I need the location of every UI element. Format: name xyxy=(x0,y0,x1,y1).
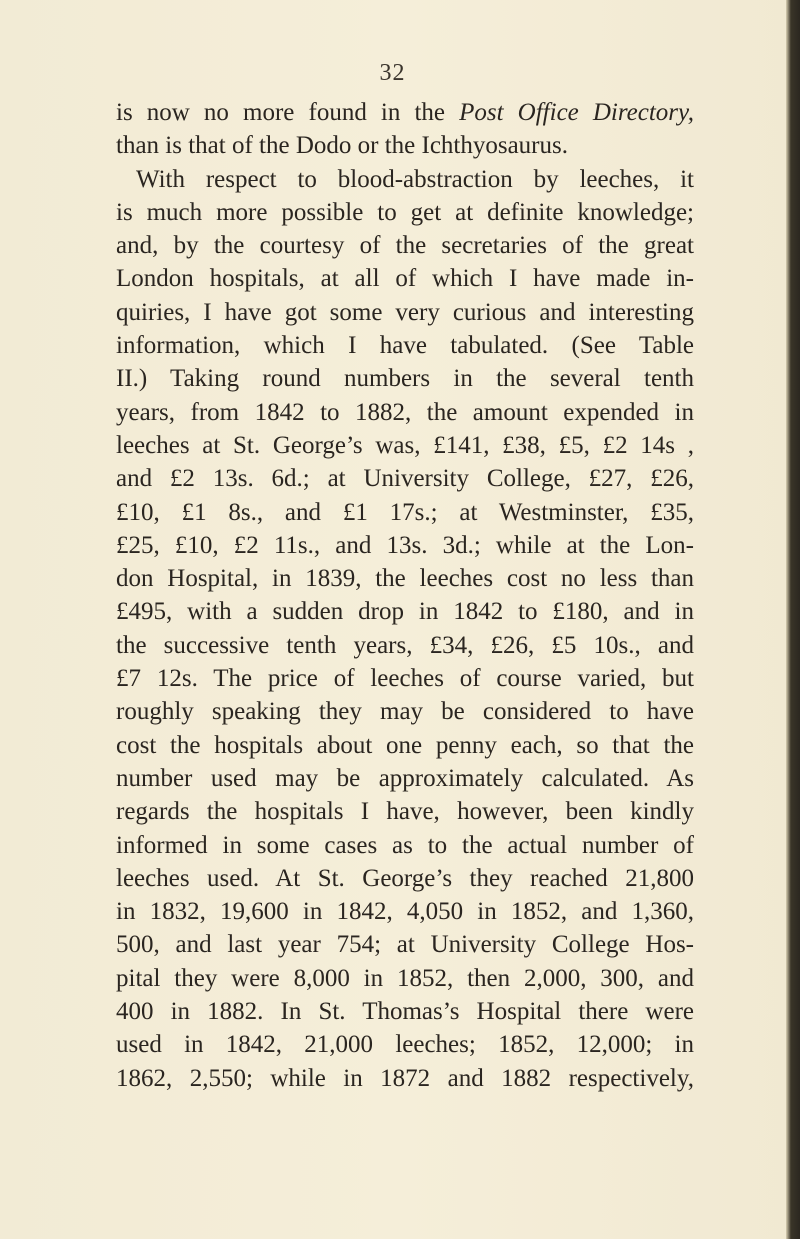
text-line-19: roughly speaking they may be considered to have xyxy=(116,698,694,726)
text-line-22: regards the hospitals I have, however, been kindly xyxy=(116,798,694,826)
text-line-5: and, by the courtesy of the secretaries of the great xyxy=(116,232,694,260)
text-line-28: 400 in 1882. In St. Thomas’s Hospital there were xyxy=(116,998,694,1026)
text-line-1 xyxy=(116,96,694,129)
text-line-7: quiries, I have got some very curious and interesting xyxy=(116,298,694,326)
text-line-12: and £2 13s. 6d.; at University College, £27, £26, xyxy=(116,465,694,493)
text-line-14: £25, £10, £2 11s., and 13s. 3d.; while at the Lon- xyxy=(116,531,694,559)
text-line-24: leeches used. At St. George’s they reached 21,800 xyxy=(116,864,694,892)
text-line-27: pital they were 8,000 in 1852, then 2,000, 300, and xyxy=(116,964,694,992)
text-line-17: the successive tenth years, £34, £26, £5 10s., and xyxy=(116,631,694,659)
text-line-20: cost the hospitals about one penny each, so that the xyxy=(116,731,694,759)
text-line-13: £10, £1 8s., and £1 17s.; at Westminster, £35, xyxy=(116,498,694,526)
text-line-1-roman: is now no more found in the xyxy=(116,99,460,126)
text-line-18: £7 12s. The price of leeches of course varied, but xyxy=(116,665,694,693)
page-edge-shadow xyxy=(786,0,800,1239)
text-line-21: number used may be approximately calculated. As xyxy=(116,764,694,792)
text-line-8: information, which I have tabulated. (See Table xyxy=(116,332,694,360)
text-line-2: than is that of the Dodo or the Ichthyosaurus. xyxy=(116,132,568,160)
text-line-29: used in 1842, 21,000 leeches; 1852, 12,000; in xyxy=(116,1031,694,1059)
italic-title: Post Office Directory, xyxy=(459,99,694,126)
text-line-10: years, from 1842 to 1882, the amount expended in xyxy=(116,398,694,426)
text-line-9: II.) Taking round numbers in the several tenth xyxy=(116,365,694,393)
body-text xyxy=(116,96,694,1095)
text-line-25: in 1832, 19,600 in 1842, 4,050 in 1852, and 1,360, xyxy=(116,898,694,926)
text-line-11: leeches at St. George’s was, £141, £38, £5, £2 14s , xyxy=(116,431,694,459)
text-line-15: don Hospital, in 1839, the leeches cost no less than xyxy=(116,565,694,593)
text-line-30: 1862, 2,550; while in 1872 and 1882 respectively, xyxy=(116,1064,694,1092)
text-line-26: 500, and last year 754; at University College Hos- xyxy=(116,931,694,959)
text-line-4: is much more possible to get at definite knowledge; xyxy=(116,198,694,226)
text-line-6: London hospitals, at all of which I have made in- xyxy=(116,265,694,293)
text-line-16: £495, with a sudden drop in 1842 to £180, and in xyxy=(116,598,694,626)
text-line-3: With respect to blood-abstraction by leeches, it xyxy=(136,165,694,193)
page-number: 32 xyxy=(379,60,406,86)
text-line-23: informed in some cases as to the actual number of xyxy=(116,831,694,859)
